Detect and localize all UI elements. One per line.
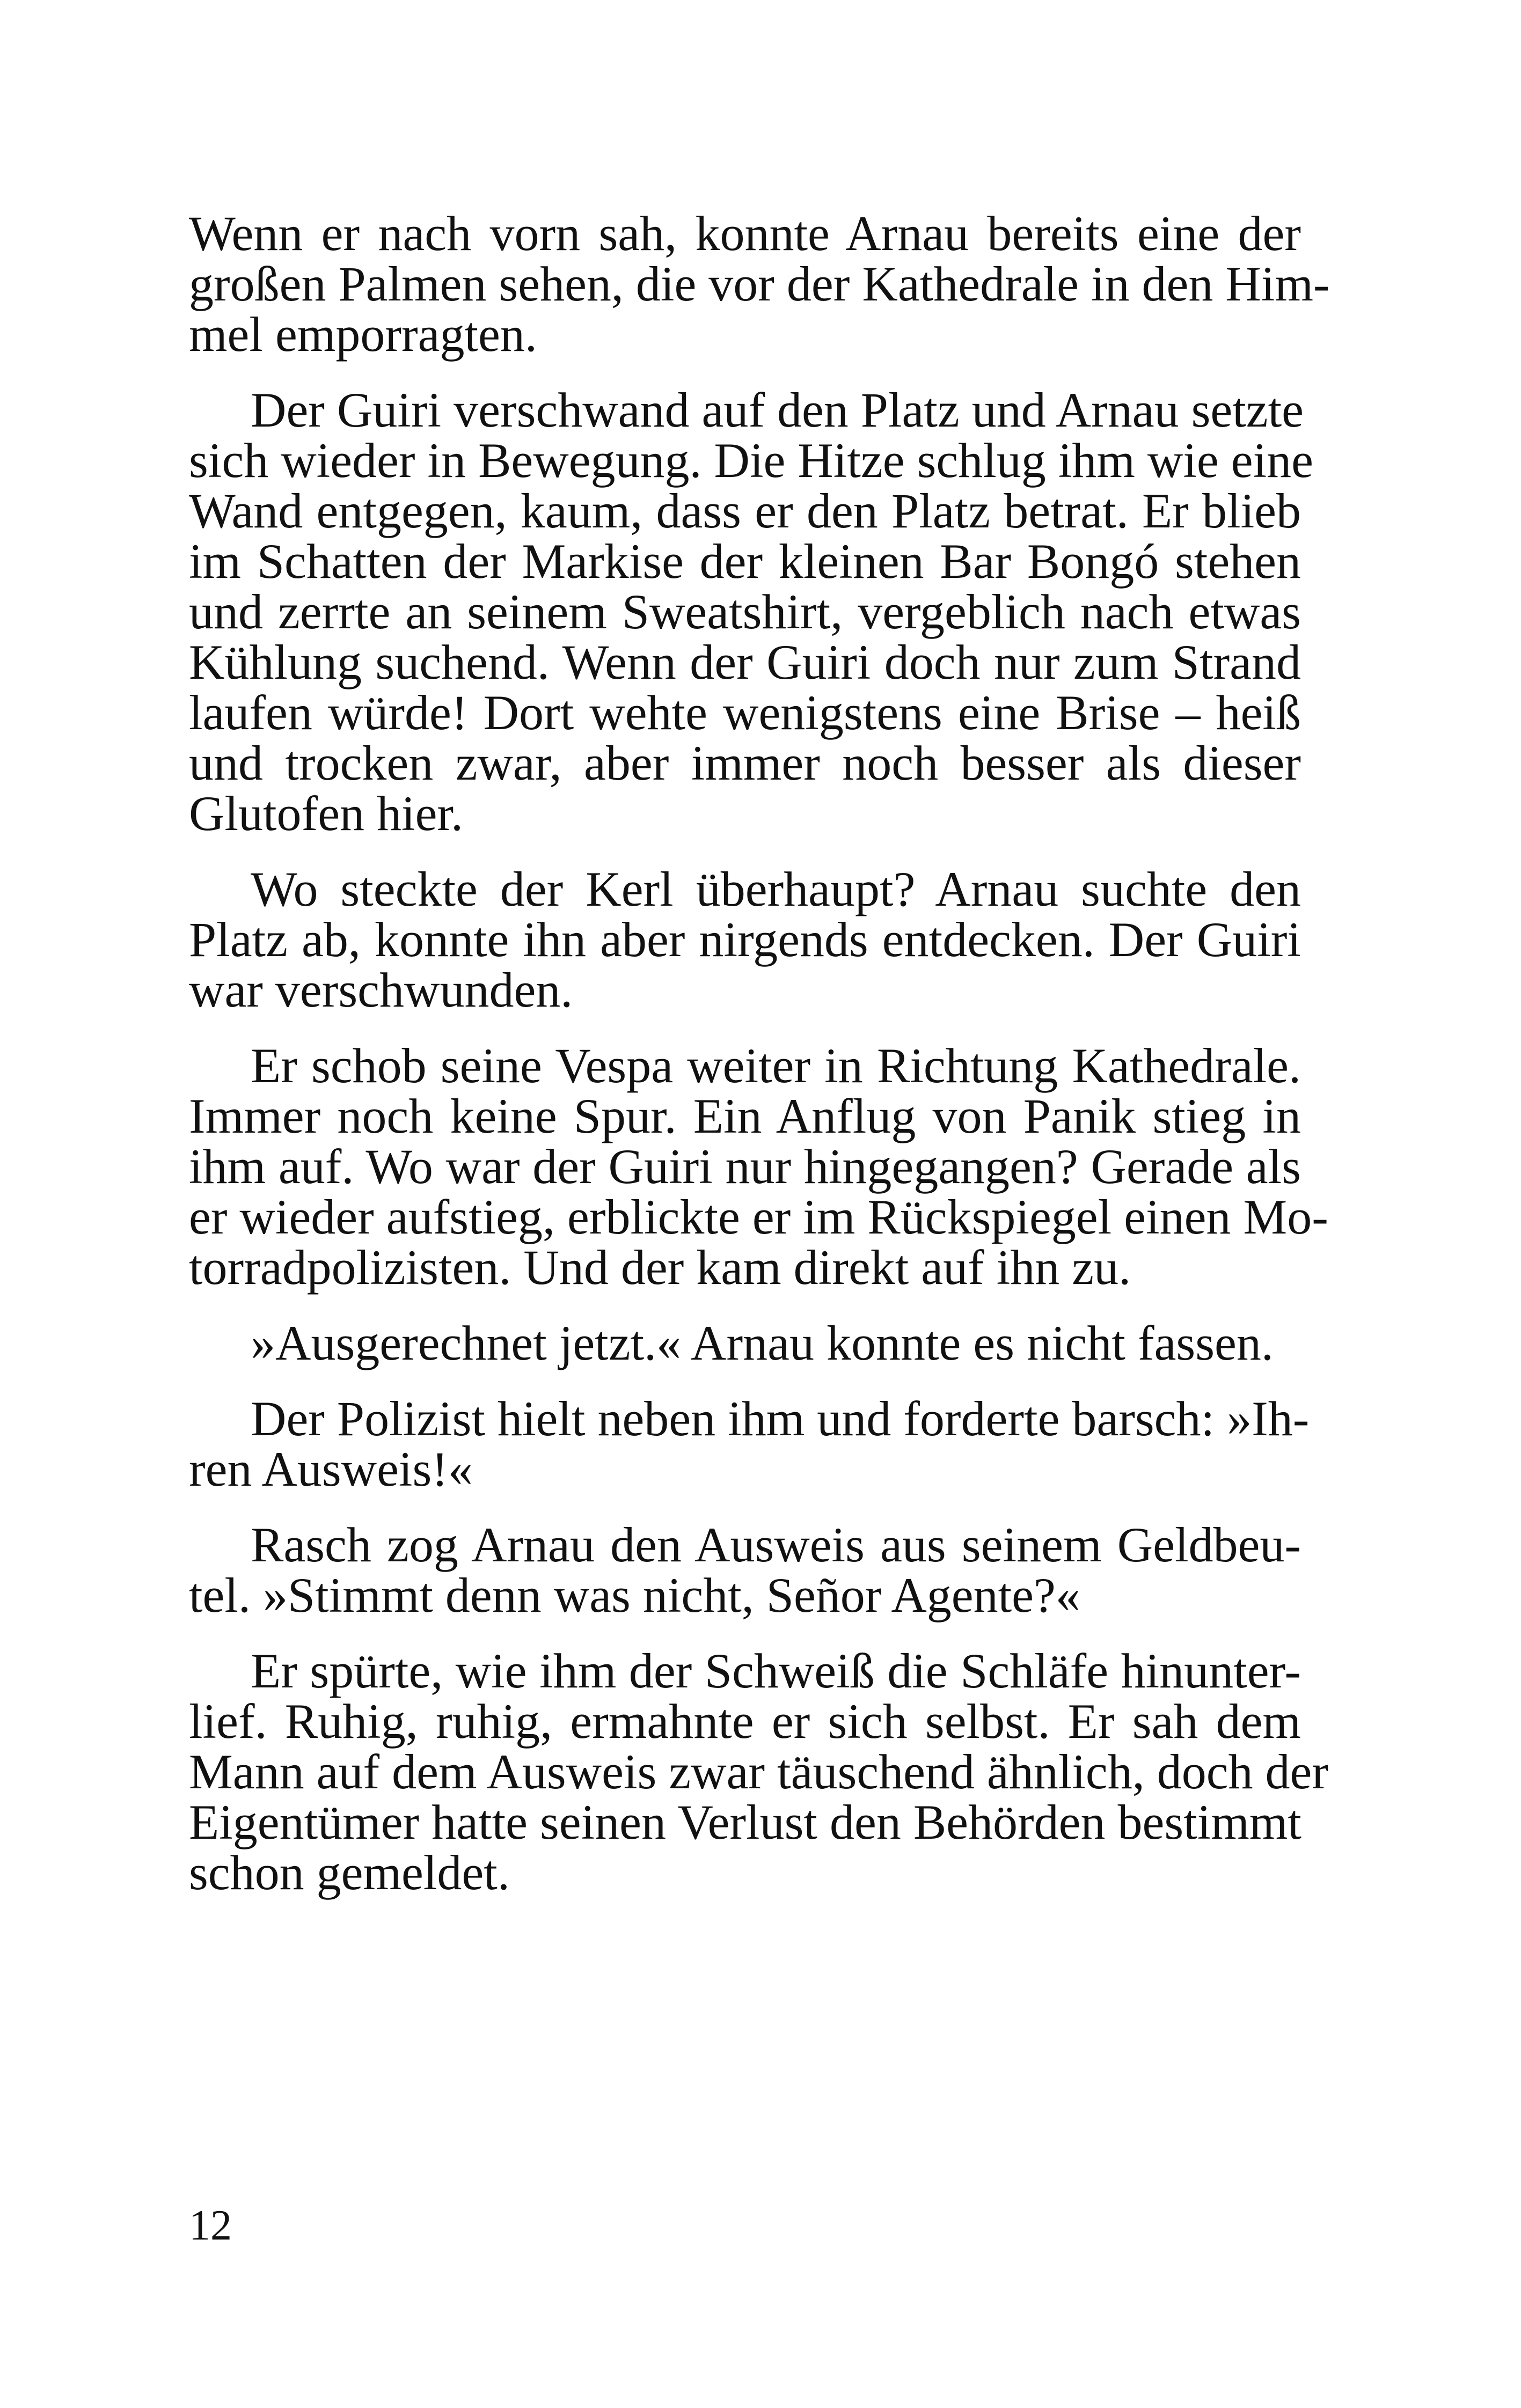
paragraph xyxy=(189,1038,1328,1295)
paragraph xyxy=(189,383,1313,841)
text-line: Rasch zog Arnau den Ausweis aus seinem Geldbeu- xyxy=(251,1517,1301,1572)
text-line: Immer noch keine Spur. Ein Anflug von Panik stieg in xyxy=(189,1089,1301,1143)
text-line: sich wieder in Bewegung. Die Hitze schlug ihm wie eine xyxy=(189,433,1313,488)
text-line: war verschwunden. xyxy=(189,963,573,1017)
text-line: er wieder aufstieg, erblickte er im Rückspiegel einen Mo- xyxy=(189,1190,1328,1244)
paragraph xyxy=(189,1517,1301,1623)
text-line: torradpolizisten. Und der kam direkt auf ihn zu. xyxy=(189,1240,1131,1295)
text-line: Wo steckte der Kerl überhaupt? Arnau suchte den xyxy=(251,862,1301,916)
paragraph xyxy=(189,1643,1329,1900)
text-line: im Schatten der Markise der kleinen Bar Bongó stehen xyxy=(189,534,1301,589)
body-text xyxy=(189,206,1330,1923)
page-number: 12 xyxy=(189,2202,232,2249)
text-line: Platz ab, konnte ihn aber nirgends entdecken. Der Guiri xyxy=(189,912,1301,967)
text-line: lief. Ruhig, ruhig, ermahnte er sich selbst. Er sah dem xyxy=(189,1694,1301,1749)
paragraph xyxy=(189,1318,1301,1368)
text-line: ihm auf. Wo war der Guiri nur hingegangen? Gerade als xyxy=(189,1139,1301,1194)
text-line: mel emporragten. xyxy=(189,307,537,362)
text-line: Er schob seine Vespa weiter in Richtung Kathedrale. xyxy=(251,1038,1301,1093)
paragraph xyxy=(189,864,1301,1015)
text-line: Eigentümer hatte seinen Verlust den Behörden bestimmt xyxy=(189,1795,1301,1849)
text-line: Der Polizist hielt neben ihm und forderte barsch: »Ih- xyxy=(251,1391,1310,1446)
text-line: und trocken zwar, aber immer noch besser als dieser xyxy=(189,736,1301,790)
text-line: ren Ausweis!« xyxy=(189,1442,473,1496)
text-line: schon gemeldet. xyxy=(189,1845,510,1900)
paragraph xyxy=(189,206,1330,362)
text-line: Wenn er nach vorn sah, konnte Arnau bereits eine der xyxy=(189,206,1301,261)
text-line: Glutofen hier. xyxy=(189,786,463,841)
text-line: laufen würde! Dort wehte wenigstens eine Brise – heiß xyxy=(189,685,1301,740)
text-line: großen Palmen sehen, die vor der Kathedrale in den Him- xyxy=(189,256,1330,311)
paragraph xyxy=(189,1391,1310,1496)
text-line: Kühlung suchend. Wenn der Guiri doch nur zum Strand xyxy=(189,635,1301,689)
text-line: und zerrte an seinem Sweatshirt, vergeblich nach etwas xyxy=(189,584,1301,639)
text-line: tel. »Stimmt denn was nicht, Señor Agente?« xyxy=(189,1568,1080,1623)
text-line: Der Guiri verschwand auf den Platz und Arnau setzte xyxy=(251,383,1304,437)
text-line: Mann auf dem Ausweis zwar täuschend ähnlich, doch der xyxy=(189,1744,1329,1799)
text-line: »Ausgerechnet jetzt.« Arnau konnte es nicht fassen. xyxy=(251,1316,1274,1370)
text-line: Er spürte, wie ihm der Schweiß die Schläfe hinunter- xyxy=(251,1643,1301,1698)
text-line: Wand entgegen, kaum, dass er den Platz betrat. Er blieb xyxy=(189,483,1301,538)
